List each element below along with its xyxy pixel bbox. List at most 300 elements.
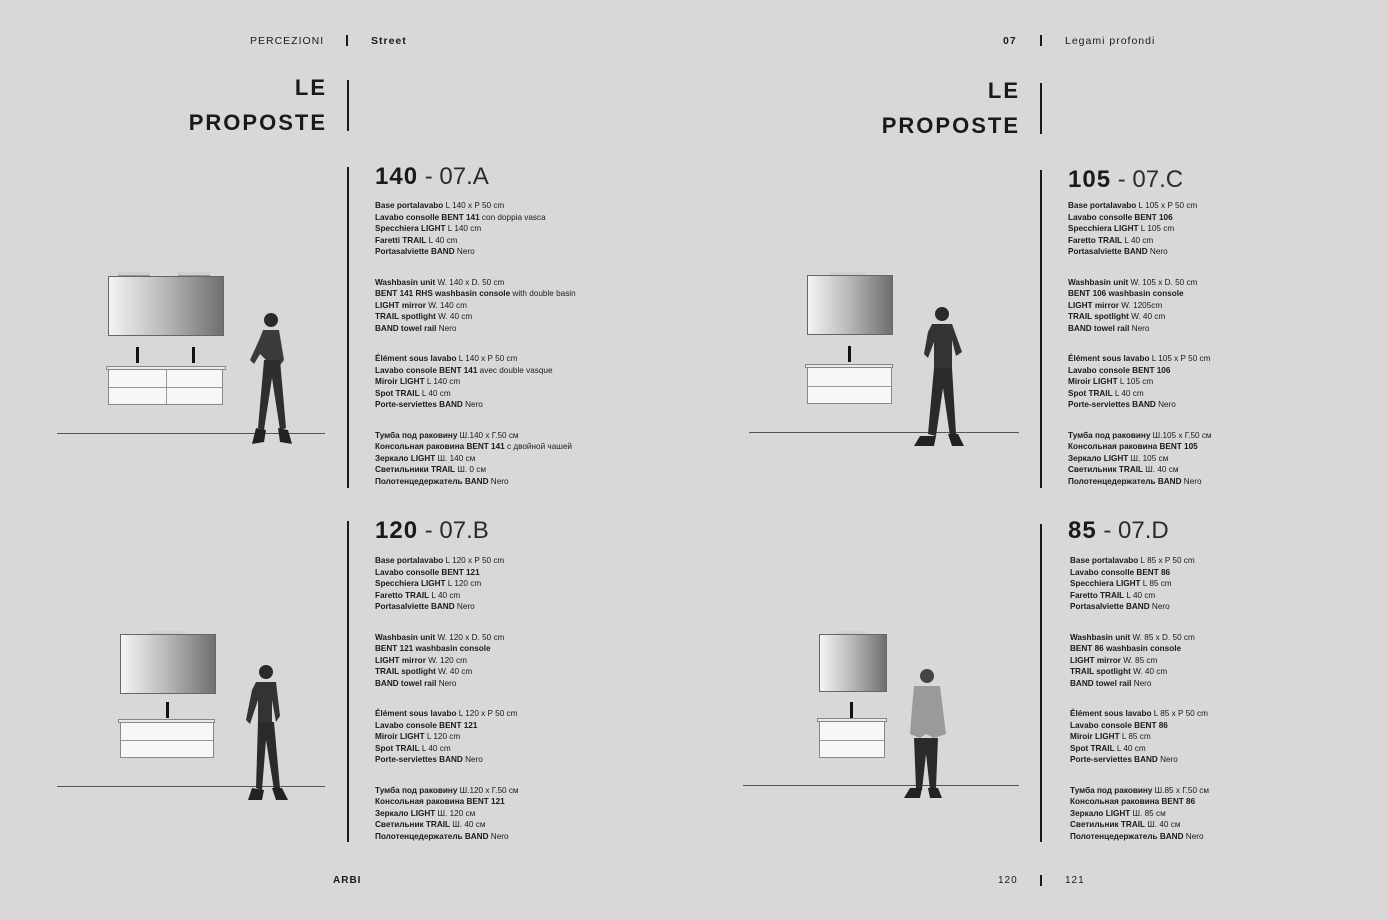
proposal-c-tap <box>848 346 851 362</box>
spec-line <box>375 743 675 755</box>
spec-line <box>1070 643 1370 655</box>
spec-item-name: BENT 106 washbasin console <box>1068 289 1184 298</box>
proposal-a-code: 140 - 07.A <box>375 163 489 190</box>
spec-item-value: Ш.120 x Г.50 см <box>457 785 519 795</box>
spec-group <box>375 555 675 613</box>
spec-item-name: Полотенцедержатель BAND <box>375 476 489 486</box>
spec-line <box>375 666 675 678</box>
spec-item-name: Porte-serviettes BAND <box>375 400 463 409</box>
spec-item-name: Porte-serviettes BAND <box>1068 400 1156 409</box>
spec-line <box>375 590 675 602</box>
spec-line <box>1068 235 1368 247</box>
spec-item-name: Faretti TRAIL <box>375 235 427 245</box>
proposal-c-specs <box>1068 200 1368 506</box>
spec-item-value: L 140 x P 50 cm <box>443 201 505 210</box>
spec-item-value: L 105 cm <box>1138 224 1175 233</box>
spec-item-value: W. 1205cm <box>1118 300 1163 310</box>
spec-item-name: Faretto TRAIL <box>1070 590 1125 600</box>
spec-line <box>375 223 675 235</box>
spec-item-value: L 40 cm <box>429 590 461 600</box>
right-title-line1: LE <box>987 78 1020 103</box>
spec-item-value: L 120 x P 50 cm <box>443 556 505 565</box>
spec-item-name: Miroir LIGHT <box>1070 732 1120 741</box>
spec-item-name: Élément sous lavabo <box>1070 709 1152 718</box>
spec-item-name: Зеркало LIGHT <box>375 453 436 463</box>
spec-line <box>375 831 675 843</box>
spec-item-value: Nero <box>1157 755 1178 764</box>
spec-line <box>1068 353 1368 365</box>
spec-item-value: Ш.140 x Г.50 см <box>457 430 519 440</box>
spec-line <box>1070 731 1370 743</box>
spec-line <box>375 277 675 289</box>
right-header-title: Legami profondi <box>1065 35 1156 47</box>
proposal-c-cabinet <box>807 367 892 404</box>
proposal-a-person-figure <box>236 308 300 450</box>
proposal-d-code: 85 - 07.D <box>1068 517 1169 544</box>
proposal-c-code: 105 - 07.C <box>1068 166 1184 193</box>
spec-item-value: Nero <box>454 247 475 256</box>
left-title-line2: PROPOSTE <box>188 110 327 135</box>
spec-line <box>375 246 675 258</box>
spec-item-name: Base portalavabo <box>375 201 444 210</box>
spec-group <box>1068 277 1368 335</box>
spec-item-name: Élément sous lavabo <box>375 354 457 363</box>
spec-line <box>1068 376 1368 388</box>
proposal-c-rule <box>1040 170 1042 488</box>
spec-group <box>375 430 675 488</box>
spec-item-value: L 40 cm <box>1122 235 1154 245</box>
spec-item-name: TRAIL spotlight <box>1070 667 1131 676</box>
spec-item-value: Ш. 40 см <box>1143 465 1179 474</box>
spec-item-value: W. 40 cm <box>1130 667 1168 676</box>
spec-line <box>1070 678 1370 690</box>
spec-item-value: W. 140 cm <box>425 300 467 310</box>
spec-item-name: BAND towel rail <box>1068 323 1130 333</box>
spec-item-name: Светильники TRAIL <box>375 465 456 474</box>
spec-item-name: Тумба под раковину <box>375 430 458 440</box>
spec-item-name: Porte-serviettes BAND <box>1070 755 1158 764</box>
spec-item-name: Miroir LIGHT <box>1068 377 1118 386</box>
proposal-d-tap <box>850 702 853 718</box>
spec-line <box>375 311 675 323</box>
spec-item-name: Portasalviette BAND <box>375 602 455 611</box>
spec-line <box>375 578 675 590</box>
spec-item-value: Nero <box>436 323 457 333</box>
proposal-a-mirror <box>108 276 224 336</box>
spec-item-value: Ш.105 x Г.50 см <box>1150 430 1212 440</box>
spec-item-name: Specchiera LIGHT <box>375 579 446 588</box>
spec-item-name: LIGHT mirror <box>375 655 426 665</box>
spec-item-value: Ш. 40 см <box>1145 820 1181 829</box>
spec-line <box>1068 476 1368 488</box>
left-header-subsection: Street <box>371 35 407 47</box>
spec-item-value: L 40 cm <box>1114 743 1146 753</box>
spec-item-name: Faretto TRAIL <box>1068 235 1123 245</box>
spec-item-value: W. 120 cm <box>425 655 467 665</box>
spec-line <box>1068 277 1368 289</box>
proposal-b-code: 120 - 07.B <box>375 517 489 544</box>
spec-item-name: Élément sous lavabo <box>1068 354 1150 363</box>
spec-line <box>1070 720 1370 732</box>
spec-line <box>1070 590 1370 602</box>
spec-line <box>1068 212 1368 224</box>
spec-item-value: Nero <box>1149 602 1170 611</box>
spec-item-name: Консольная раковина BENT 86 <box>1070 797 1196 806</box>
spec-item-name: Lavabo console BENT 86 <box>1070 720 1168 730</box>
spec-line <box>1068 464 1368 476</box>
spec-item-name: Miroir LIGHT <box>375 732 425 741</box>
spec-line <box>1068 430 1368 442</box>
spec-item-value: Nero <box>462 755 483 764</box>
spec-line <box>375 731 675 743</box>
spec-group <box>375 708 675 766</box>
proposal-c-floor-line <box>749 432 1019 433</box>
spec-line <box>375 453 675 465</box>
spec-line <box>375 796 675 808</box>
spec-line <box>1068 288 1368 300</box>
spec-line <box>1070 808 1370 820</box>
spec-line <box>1068 200 1368 212</box>
spec-item-value: с двойной чашей <box>504 442 572 451</box>
spec-item-value: Nero <box>1155 400 1176 409</box>
spec-line <box>375 601 675 613</box>
spec-item-name: BAND towel rail <box>375 323 437 333</box>
spec-line <box>1070 578 1370 590</box>
spec-item-name: Lavabo console BENT 106 <box>1068 365 1171 375</box>
proposal-a-specs <box>375 200 675 506</box>
spec-item-value: L 105 cm <box>1117 377 1154 386</box>
spec-item-value: Nero <box>1131 678 1152 688</box>
spec-item-name: LIGHT mirror <box>1068 300 1119 310</box>
spec-item-name: BAND towel rail <box>375 678 437 688</box>
spec-line <box>375 441 675 453</box>
spec-group <box>1070 785 1370 843</box>
spec-item-name: Консольная раковина BENT 105 <box>1068 442 1198 451</box>
spec-item-value: W. 120 x D. 50 cm <box>435 632 505 642</box>
spec-group <box>1068 200 1368 258</box>
spec-line <box>1070 754 1370 766</box>
spec-line <box>375 464 675 476</box>
spec-line <box>1068 246 1368 258</box>
spec-group <box>375 277 675 335</box>
spec-item-value: Ш. 140 см <box>435 453 476 463</box>
spec-item-value: L 140 cm <box>445 224 482 233</box>
spec-line <box>375 376 675 388</box>
spec-item-name: Светильник TRAIL <box>1070 820 1146 829</box>
spec-item-value: W. 40 cm <box>435 667 473 676</box>
proposal-d-specs <box>1070 555 1370 861</box>
proposal-b-mirror <box>120 634 216 694</box>
spec-line <box>375 288 675 300</box>
spec-line <box>375 632 675 644</box>
spec-item-name: Светильник TRAIL <box>1068 465 1144 474</box>
spec-item-name: Portasalviette BAND <box>1070 602 1150 611</box>
spec-item-value: L 105 x P 50 cm <box>1149 354 1211 363</box>
spec-item-name: Portasalviette BAND <box>1068 247 1148 256</box>
spec-group <box>375 200 675 258</box>
spec-item-name: Miroir LIGHT <box>375 377 425 386</box>
spec-item-value: Nero <box>454 602 475 611</box>
proposal-b-specs <box>375 555 675 861</box>
spec-line <box>375 808 675 820</box>
spec-item-name: TRAIL spotlight <box>375 667 436 676</box>
spec-item-value: Nero <box>1129 323 1150 333</box>
spec-item-value: L 85 cm <box>1119 732 1151 741</box>
spec-line <box>375 655 675 667</box>
spec-item-value: Nero <box>436 678 457 688</box>
spec-item-value: L 85 cm <box>1140 579 1172 588</box>
spec-line <box>375 720 675 732</box>
spec-item-name: Зеркало LIGHT <box>375 808 436 818</box>
left-title-rule <box>347 80 349 131</box>
spec-line <box>375 430 675 442</box>
spec-line <box>375 555 675 567</box>
spec-item-name: Консольная раковина BENT 121 <box>375 797 505 806</box>
proposal-d-rule <box>1040 524 1042 842</box>
spec-line <box>375 785 675 797</box>
spec-line <box>1070 819 1370 831</box>
spec-item-value: Nero <box>1147 247 1168 256</box>
spec-group <box>1068 430 1368 488</box>
spec-item-value: L 120 cm <box>424 732 461 741</box>
spec-item-name: Lavabo console BENT 121 <box>375 720 478 730</box>
spec-item-name: Полотенцедержатель BAND <box>375 831 489 841</box>
right-header-chapter: 07 <box>1003 35 1017 47</box>
spec-line <box>1070 796 1370 808</box>
spec-item-name: Консольная раковина BENT 141 <box>375 442 505 451</box>
spec-item-name: Faretto TRAIL <box>375 590 430 600</box>
proposal-a-cabinet <box>108 369 223 405</box>
spec-item-name: Полотенцедержатель BAND <box>1068 476 1182 486</box>
spec-item-name: Полотенцедержатель BAND <box>1070 831 1184 841</box>
spec-item-name: Lavabo console BENT 141 <box>375 365 478 375</box>
proposal-b-rule <box>347 521 349 842</box>
spec-item-value: Ш. 120 см <box>435 808 476 818</box>
spec-item-value: Ш. 105 см <box>1128 453 1169 463</box>
spec-item-value: L 40 cm <box>426 235 458 245</box>
spec-item-name: TRAIL spotlight <box>1068 312 1129 321</box>
spec-item-name: Base portalavabo <box>375 556 444 565</box>
spec-item-value: avec double vasque <box>477 365 553 375</box>
spec-item-name: Spot TRAIL <box>375 388 420 398</box>
proposal-b-ref: 07.B <box>439 517 489 544</box>
spec-line <box>1070 831 1370 843</box>
spec-item-name: Portasalviette BAND <box>375 247 455 256</box>
spec-item-name: Светильник TRAIL <box>375 820 451 829</box>
right-page-title <box>882 73 1020 143</box>
spec-item-value: Ш. 85 см <box>1130 808 1166 818</box>
spec-item-name: BENT 121 washbasin console <box>375 644 491 653</box>
spec-item-value: L 120 x P 50 cm <box>456 709 518 718</box>
spec-item-name: Specchiera LIGHT <box>375 224 446 233</box>
spec-item-name: Тумба под раковину <box>1070 785 1153 795</box>
spec-line <box>375 476 675 488</box>
spec-item-name: TRAIL spotlight <box>375 312 436 321</box>
spec-line <box>375 708 675 720</box>
spec-line <box>375 200 675 212</box>
proposal-b-cabinet <box>120 722 214 758</box>
spec-item-value: with double basin <box>510 289 576 298</box>
spec-item-name: LIGHT mirror <box>1070 655 1121 665</box>
spec-line <box>1068 300 1368 312</box>
right-title-line2: PROPOSTE <box>881 113 1020 138</box>
proposal-d-ref: 07.D <box>1118 517 1169 544</box>
spec-item-name: Élément sous lavabo <box>375 709 457 718</box>
spec-line <box>1068 323 1368 335</box>
spec-item-name: Specchiera LIGHT <box>1070 579 1141 588</box>
spec-line <box>1070 632 1370 644</box>
spec-item-value: W. 40 cm <box>1128 312 1166 321</box>
proposal-b-person-figure <box>232 660 296 805</box>
proposal-a-tap-right <box>192 347 195 363</box>
spec-item-value: L 85 x P 50 cm <box>1138 556 1195 565</box>
spec-line <box>1068 388 1368 400</box>
spec-group <box>1070 555 1370 613</box>
footer-brand: ARBI <box>333 875 362 886</box>
spec-line <box>1070 785 1370 797</box>
spec-line <box>1070 708 1370 720</box>
spec-group <box>1068 353 1368 411</box>
spec-item-value: Nero <box>1183 831 1204 841</box>
proposal-c-size: 105 <box>1068 166 1112 193</box>
spec-item-name: BENT 141 RHS washbasin console <box>375 289 511 298</box>
spec-item-name: BAND towel rail <box>1070 678 1132 688</box>
spec-item-name: Spot TRAIL <box>1068 388 1113 398</box>
spec-item-value: L 105 x P 50 cm <box>1136 201 1198 210</box>
spec-item-name: Тумба под раковину <box>1068 430 1151 440</box>
spec-group <box>1070 632 1370 690</box>
spec-line <box>1070 655 1370 667</box>
spec-item-name: Lavabo consolle BENT 121 <box>375 567 480 577</box>
spec-line <box>1068 365 1368 377</box>
proposal-d-floor-line <box>743 785 1019 786</box>
spec-item-value: Nero <box>1181 476 1202 486</box>
proposal-d-cabinet <box>819 721 885 758</box>
proposal-b-size: 120 <box>375 517 419 544</box>
proposal-d-size: 85 <box>1068 517 1097 544</box>
proposal-c-ref: 07.C <box>1132 166 1184 193</box>
spec-line <box>1068 441 1368 453</box>
spec-item-value: L 140 x P 50 cm <box>456 354 518 363</box>
spec-item-value: con doppia vasca <box>479 212 546 222</box>
spec-line <box>375 365 675 377</box>
left-page-title <box>189 70 327 140</box>
proposal-b-tap <box>166 702 169 718</box>
spec-item-value: W. 40 cm <box>435 312 473 321</box>
spec-line <box>375 388 675 400</box>
spec-group <box>1070 708 1370 766</box>
proposal-d-mirror <box>819 634 887 692</box>
spec-item-name: Lavabo consolle BENT 141 <box>375 212 480 222</box>
spec-item-value: L 40 cm <box>1112 388 1144 398</box>
spec-item-name: Washbasin unit <box>1070 632 1131 642</box>
spec-line <box>375 212 675 224</box>
spec-item-name: BENT 86 washbasin console <box>1070 644 1182 653</box>
spec-item-value: Ш.85 x Г.50 см <box>1152 785 1210 795</box>
proposal-c-mirror <box>807 275 893 335</box>
spec-item-name: Washbasin unit <box>375 277 436 287</box>
spec-group <box>375 785 675 843</box>
spec-item-name: Lavabo consolle BENT 86 <box>1070 567 1171 577</box>
spec-item-name: Lavabo consolle BENT 106 <box>1068 212 1173 222</box>
spec-item-name: Spot TRAIL <box>1070 743 1115 753</box>
spec-line <box>1068 311 1368 323</box>
spec-line <box>1070 555 1370 567</box>
spec-item-name: LIGHT mirror <box>375 300 426 310</box>
spec-item-name: Washbasin unit <box>1068 277 1129 287</box>
footer-page-right: 121 <box>1065 875 1085 886</box>
spec-item-name: Porte-serviettes BAND <box>375 755 463 764</box>
spec-item-value: W. 85 x D. 50 cm <box>1130 632 1195 642</box>
spec-line <box>1070 743 1370 755</box>
spec-item-name: Тумба под раковину <box>375 785 458 795</box>
footer-divider <box>1040 875 1042 886</box>
spec-item-value: L 40 cm <box>419 743 451 753</box>
spec-line <box>375 678 675 690</box>
spec-item-value: W. 140 x D. 50 cm <box>435 277 505 287</box>
spec-line <box>375 754 675 766</box>
spec-line <box>1068 223 1368 235</box>
spec-item-name: Base portalavabo <box>1070 556 1139 565</box>
spec-item-value: W. 85 cm <box>1120 655 1158 665</box>
spec-item-value: Nero <box>462 400 483 409</box>
spec-item-value: L 140 cm <box>424 377 461 386</box>
spec-line <box>1068 399 1368 411</box>
spec-line <box>1070 666 1370 678</box>
spec-item-value: L 120 cm <box>445 579 482 588</box>
spec-item-value: W. 105 x D. 50 cm <box>1128 277 1198 287</box>
spec-item-name: Base portalavabo <box>1068 201 1137 210</box>
spec-item-name: Specchiera LIGHT <box>1068 224 1139 233</box>
spec-item-value: L 40 cm <box>419 388 451 398</box>
spec-item-name: Washbasin unit <box>375 632 436 642</box>
proposal-d-person-figure <box>898 664 954 802</box>
spec-item-value: Ш. 40 см <box>450 820 486 829</box>
spec-item-name: Зеркало LIGHT <box>1070 808 1131 818</box>
spec-line <box>375 643 675 655</box>
proposal-a-tap-left <box>136 347 139 363</box>
spec-line <box>1070 601 1370 613</box>
left-title-line1: LE <box>294 75 327 100</box>
left-header-divider <box>346 35 348 46</box>
spec-group <box>375 632 675 690</box>
spec-line <box>1068 453 1368 465</box>
spec-item-value: Nero <box>488 476 509 486</box>
right-header-divider <box>1040 35 1042 46</box>
proposal-a-rule <box>347 167 349 488</box>
spec-item-name: Spot TRAIL <box>375 743 420 753</box>
spec-line <box>375 353 675 365</box>
spec-line <box>375 567 675 579</box>
spec-item-name: Зеркало LIGHT <box>1068 453 1129 463</box>
spec-line <box>1070 567 1370 579</box>
proposal-c-person-figure <box>906 302 970 450</box>
spec-group <box>375 353 675 411</box>
spec-item-value: L 40 cm <box>1124 590 1156 600</box>
proposal-a-size: 140 <box>375 163 419 190</box>
spec-item-value: L 85 x P 50 cm <box>1151 709 1208 718</box>
spec-line <box>375 300 675 312</box>
spec-item-value: Ш. 0 см <box>455 465 486 474</box>
left-header-section: PERCEZIONI <box>250 35 325 47</box>
proposal-a-ref: 07.A <box>439 163 489 190</box>
spec-line <box>375 323 675 335</box>
footer-page-left: 120 <box>998 875 1018 886</box>
right-title-rule <box>1040 83 1042 134</box>
spec-line <box>375 235 675 247</box>
spec-line <box>375 399 675 411</box>
spec-line <box>375 819 675 831</box>
